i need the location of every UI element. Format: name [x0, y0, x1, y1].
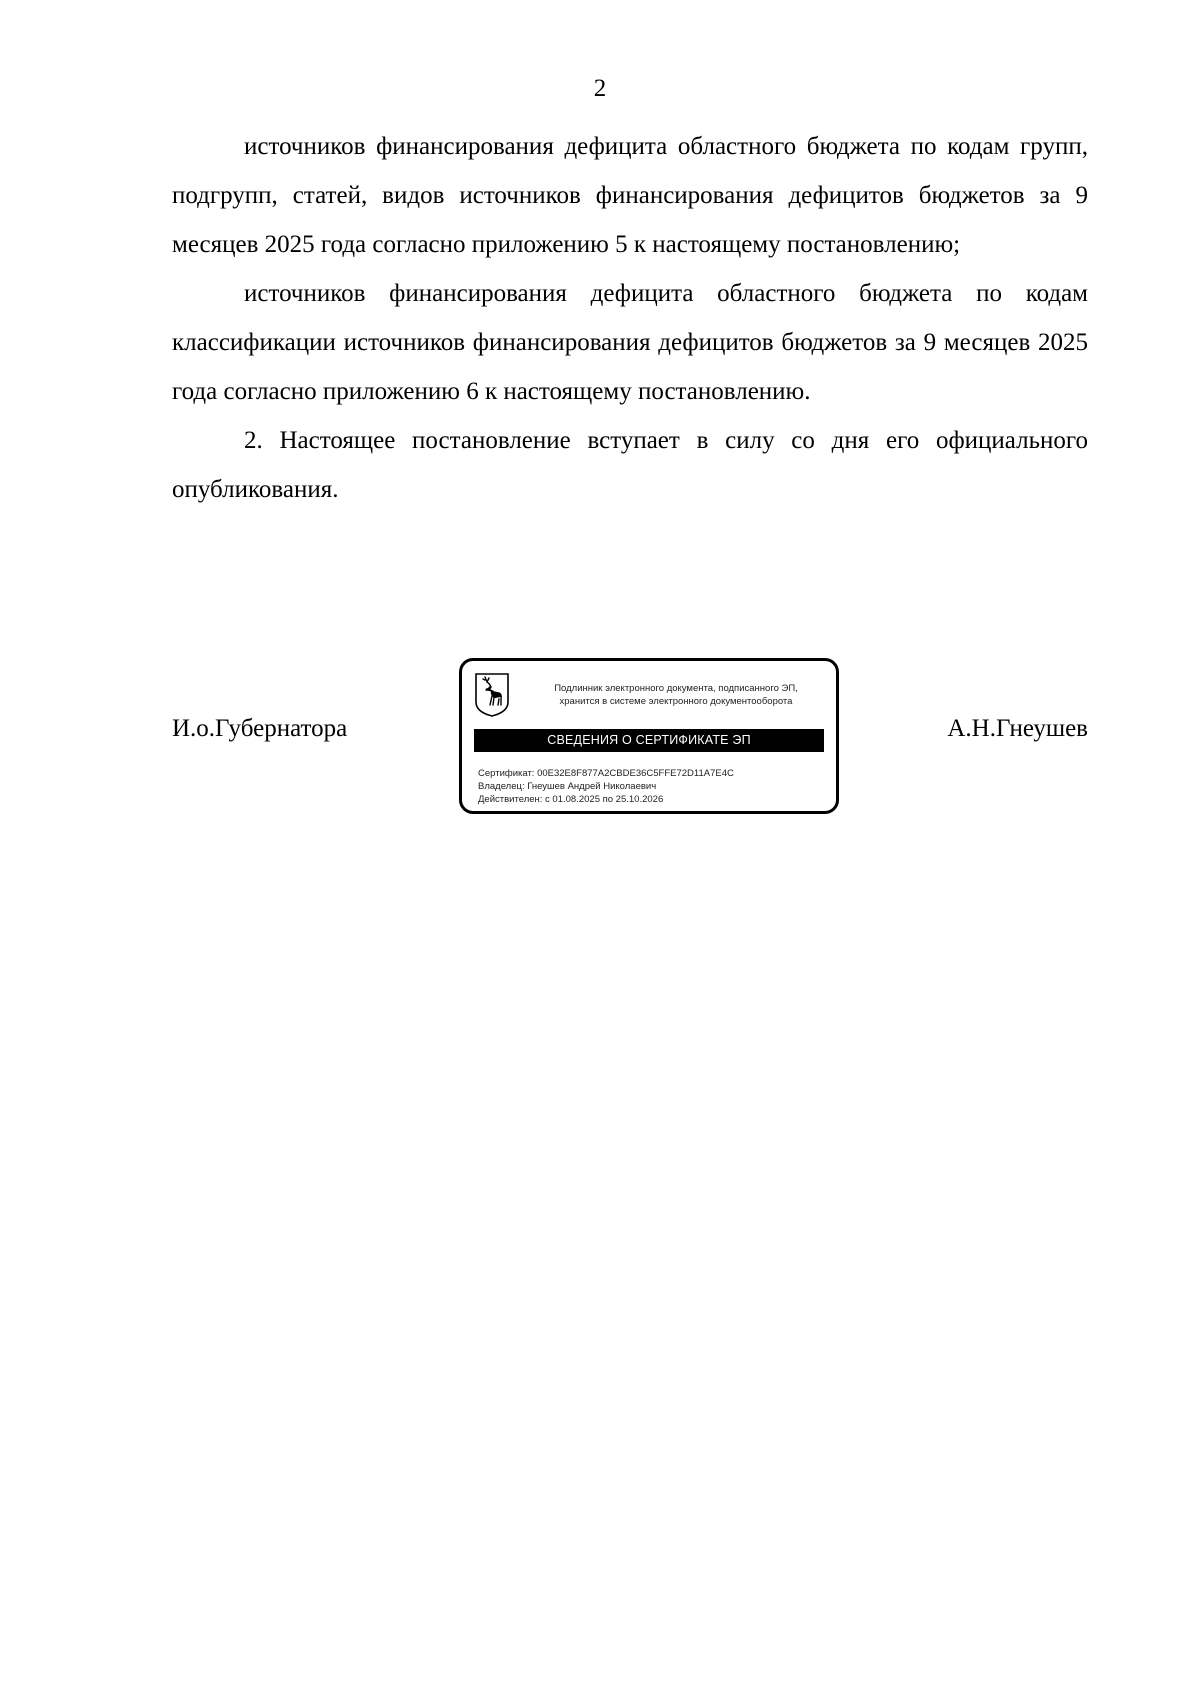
signatory-name: А.Н.Гнеушев — [947, 715, 1088, 742]
signatory-title: И.о.Губернатора — [172, 715, 348, 742]
stamp-certificate-number: Сертификат: 00E32E8F877A2CBDE36C5FFE72D11A7E4C — [478, 768, 734, 779]
stamp-certificate-validity: Действителен: с 01.08.2025 по 25.10.2026 — [478, 794, 664, 805]
paragraph-effective-date: 2. Настоящее постановление вступает в силу со дня его официального опубликования. — [172, 427, 1088, 503]
stamp-certificate-details — [478, 767, 828, 806]
stamp-certificate-bar: СВЕДЕНИЯ О СЕРТИФИКАТЕ ЭП — [474, 729, 824, 752]
page-number: 2 — [593, 75, 607, 102]
stamp-header-line: Подлинник электронного документа, подписанного ЭП, — [554, 683, 798, 694]
document-body — [172, 122, 1088, 514]
paragraph-sources-by-classification: источников финансирования дефицита областного бюджета по кодам классификации источников финансирования дефицитов бюджетов за 9 месяцев 2025 года согласно приложению 6 к настоящему постановлению. — [172, 280, 1088, 405]
paragraph-sources-by-groups: источников финансирования дефицита областного бюджета по кодам групп, подгрупп, статей, видов источников финансирования дефицитов бюджетов за 9 месяцев 2025 года согласно приложению 5 к настоящему постановлению; — [172, 133, 1088, 258]
stamp-header — [524, 682, 828, 708]
stamp-header-line: хранится в системе электронного документооборота — [559, 696, 793, 707]
stamp-certificate-owner: Владелец: Гнеушев Андрей Николаевич — [478, 781, 657, 792]
deer-emblem-icon — [474, 672, 510, 718]
electronic-signature-stamp — [459, 658, 839, 814]
